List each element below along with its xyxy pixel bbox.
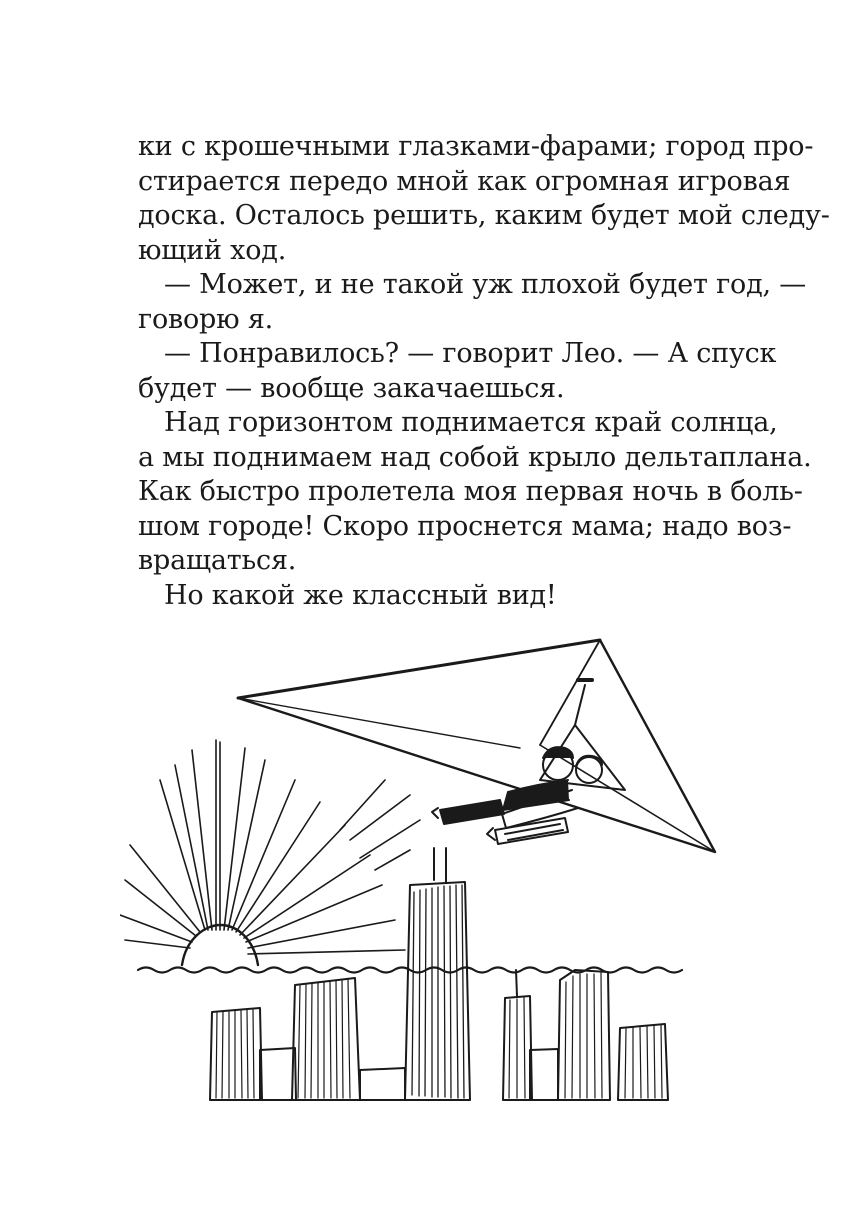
page-text — [138, 130, 830, 613]
text-line: стирается передо мной как огромная игровая — [138, 165, 791, 197]
text-line: доска. Осталось решить, каким будет мой следу- — [138, 200, 830, 231]
text-line: а мы поднимаем над собой крыло дельтаплана. — [138, 441, 812, 473]
text-line: будет — вообще закачаешься. — [138, 372, 565, 404]
text-line: ки с крошечными глазками-фарами; город про- — [138, 131, 814, 162]
text-line: — Понравилось? — говорит Лео. — А спуск — [164, 338, 777, 369]
text-line: Над горизонтом поднимается край солнца, — [164, 407, 778, 438]
text-line: Как быстро пролетела моя первая ночь в боль- — [138, 476, 803, 507]
left-buildings — [210, 978, 360, 1100]
hang-glider — [238, 640, 715, 852]
text-line: ющий ход. — [138, 234, 287, 266]
sun-rays — [120, 740, 420, 954]
text-line: шом городе! Скоро проснется мама; надо воз- — [138, 510, 792, 542]
text-line: — Может, и не такой уж плохой будет год, — — [164, 269, 807, 300]
pilots — [432, 747, 602, 844]
text-line: Но какой же классный вид! — [164, 579, 557, 611]
text-line: говорю я. — [138, 303, 274, 335]
tall-tower — [405, 848, 470, 1100]
sun — [182, 925, 258, 965]
hang-glider-city-sunrise-illustration — [120, 630, 730, 1150]
text-line: вращаться. — [138, 545, 297, 576]
